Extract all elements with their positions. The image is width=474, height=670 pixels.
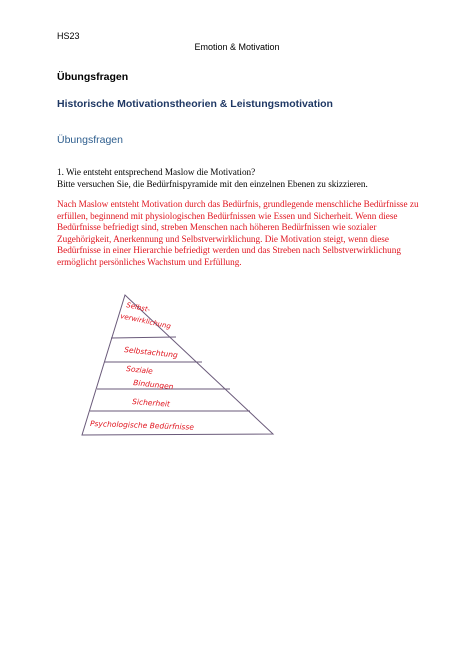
heading-uebungsfragen: Übungsfragen bbox=[57, 71, 129, 83]
pyramid-divider-1 bbox=[111, 337, 176, 338]
pyramid-outline bbox=[82, 295, 273, 435]
document-title: Emotion & Motivation bbox=[194, 42, 280, 52]
level-label-top-2: verwirklichung bbox=[119, 312, 172, 331]
course-code: HS23 bbox=[57, 31, 80, 41]
question-1 bbox=[57, 167, 417, 190]
question-line-2: Bitte versuchen Sie, die Bedürfnispyramide mit den einzelnen Ebenen zu skizzieren. bbox=[57, 178, 368, 189]
level-label-4: Sicherheit bbox=[131, 397, 171, 409]
subsection-heading: Übungsfragen bbox=[57, 134, 123, 146]
section-heading: Historische Motivationstheorien & Leistungsmotivation bbox=[57, 98, 333, 110]
level-label-2: Selbstachtung bbox=[123, 345, 179, 360]
level-label-3-2: Bindungen bbox=[132, 378, 174, 392]
level-label-3-1: Soziale bbox=[125, 364, 154, 376]
level-label-top-1: Selbst- bbox=[125, 301, 151, 314]
maslow-pyramid-sketch bbox=[80, 293, 275, 438]
answer-text: Nach Maslow entsteht Motivation durch das Bedürfnis, grundlegende menschliche Bedürfnisse zu erfüllen, beginnend mit physiologischen Bedürfnissen wie Essen und Sicherheit. Wenn diese Bedürfnisse befriedigt sind, streben Menschen nach höheren Bedürfnissen wie sozialer Zugehörigkeit, Anerkennung und Selbstverwirklichung. Die Motivation steigt, wenn diese Bedürfnisse in einer Hierarchie befriedigt werden und das Streben nach Selbstverwirklichung ermöglicht persönliches Wachstum und Erfüllung. bbox=[57, 199, 419, 267]
level-label-5: Psychologische Bedürfnisse bbox=[89, 419, 195, 432]
question-line-1: 1. Wie entsteht entsprechend Maslow die Motivation? bbox=[57, 167, 256, 177]
